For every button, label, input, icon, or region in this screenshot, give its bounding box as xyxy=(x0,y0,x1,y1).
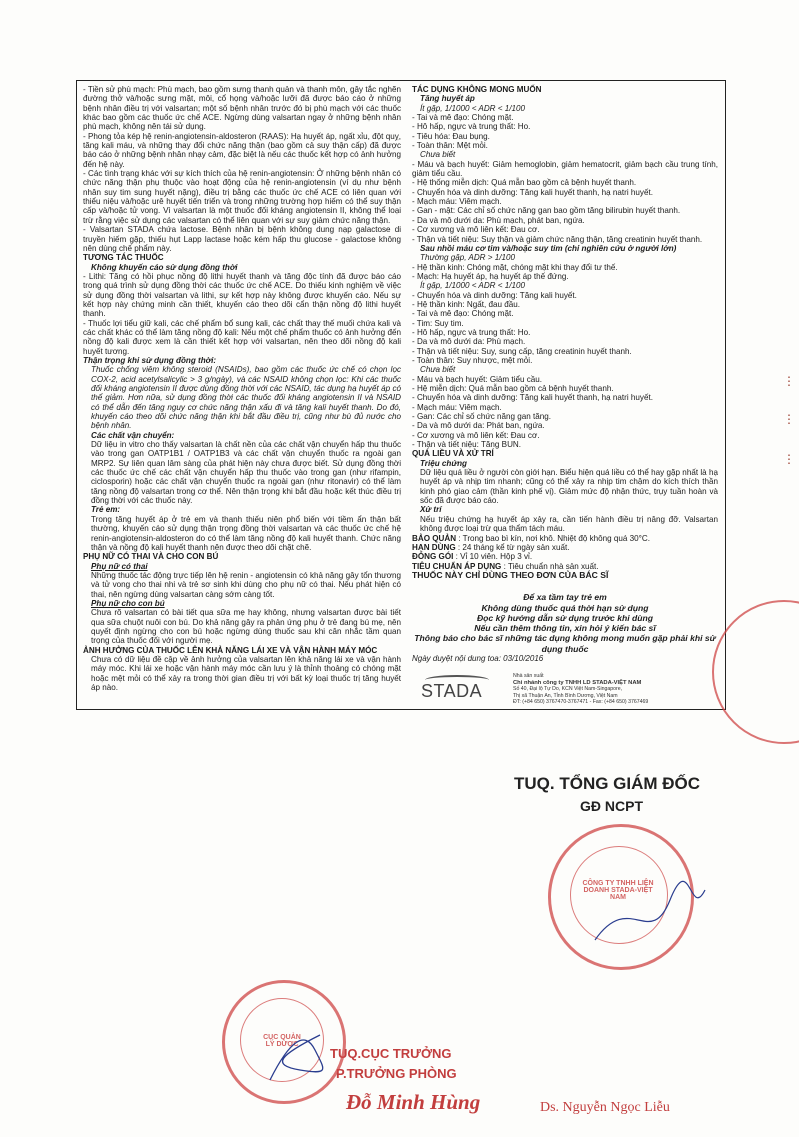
list-item: - Hệ thần kinh: Chóng mặt, chóng mặt khi thay đổi tư thế. xyxy=(412,262,618,272)
company-seal-text: CÔNG TY TNHH LIÊN DOANH STADA-VIỆT NAM xyxy=(582,880,654,901)
signature-mark xyxy=(590,880,710,960)
storage-value: : Vỉ 10 viên. Hộp 3 vỉ. xyxy=(455,552,533,562)
left-column xyxy=(83,85,401,692)
list-item: - Thận và tiết niệu: Tăng BUN. xyxy=(412,440,522,450)
interactions-title: TƯƠNG TÁC THUỐC xyxy=(83,253,164,263)
dept-signer-name: Đỗ Minh Hùng xyxy=(346,1090,481,1114)
pregnant-text: Những thuốc tác động trực tiếp lên hệ renin - angiotensin có khả năng gây tổn thương và tử vong cho thai nhi và trẻ sơ sinh khi dùng cho phụ nữ có thai. Nếu phát hiện có thai, nên ngừng dùng valsartan càng sớm càng tốt. xyxy=(91,570,401,599)
edge-mark: ⋮ xyxy=(783,374,795,388)
nursing-text: Chưa rõ valsartan có bài tiết qua sữa mẹ hay không, nhưng valsartan được bài tiết qua sữa chuột nuôi con bú. Do khả năng gây ra phản ứng phụ ở trẻ đang bú mẹ, nên quyết định ngừng cho con bú hoặc ngừng dùng thuốc sau khi cân nhắc tầm quan trọng của thuốc đối với người mẹ. xyxy=(91,608,401,646)
adr-list xyxy=(412,291,718,366)
manufacturer-name: Chi nhánh công ty TNHH LD STADA-VIỆT NAM xyxy=(513,679,642,686)
list-item: - Thận và tiết niệu: Suy thận và giảm chức năng thận, tăng creatinin huyết thanh. xyxy=(412,234,703,244)
driving-text: Chưa có dữ liệu đề cập về ảnh hưởng của valsartan lên khả năng lái xe và vận hành máy móc. Khi lái xe hoặc vận hành máy móc cần lưu ý là thỉnh thoảng có chóng mặt hoặc mệt mỏi có thể xảy ra trong thời gian điều trị với bất kỳ loại thuốc trị tăng huyết áp nào. xyxy=(91,654,401,692)
warnings-list xyxy=(83,85,401,253)
storage-value: : Tiêu chuẩn nhà sản xuất. xyxy=(503,561,599,571)
list-item: - Da và mô dưới da: Phù mạch, phát ban, ngứa. xyxy=(412,215,585,225)
warning-line: Đọc kỹ hướng dẫn sử dụng trước khi dùng xyxy=(476,612,654,623)
manufacturer-phone: ĐT: (+84 650) 3767470-3767471 - Fax: (+84 650) 3767469 xyxy=(513,699,649,706)
storage-row xyxy=(412,534,718,543)
mi-subtitle: Sau nhồi máu cơ tim và/hoặc suy tim (chỉ nghiên cứu ở người lớn) xyxy=(420,243,677,253)
symptoms-subtitle: Triệu chứng xyxy=(420,458,468,468)
list-item: - Mạch: Hạ huyết áp, hạ huyết áp thế đứng. xyxy=(412,271,569,281)
list-item: - Tiêu hóa: Đau bụng. xyxy=(412,131,490,141)
list-item: - Hô hấp, ngực và trung thất: Ho. xyxy=(412,327,531,337)
list-item: - Chuyển hóa và dinh dưỡng: Tăng kali huyết thanh, hạ natri huyết. xyxy=(412,187,653,197)
warning-line: Không dùng thuốc quá thời hạn sử dụng xyxy=(481,602,649,613)
leaflet-frame xyxy=(76,80,726,710)
storage-value: : Trong bao bì kín, nơi khô. Nhiệt độ không quá 30°C. xyxy=(458,533,651,543)
list-item: - Tiền sử phù mạch: Phù mạch, bao gồm sưng thanh quản và thanh môn, gây tắc nghẽn đường thở và/hoặc sưng mặt, môi, cổ họng và/hoặc lưỡi đã được báo cáo ở những bệnh nhân điều trị với valsartan; một số bệnh nhân trước đó bị phù mạch với các thuốc khác bao gồm các thuốc ức chế ACE. Ngừng dùng valsartan ngay ở những bệnh nhân phù mạch, không nên tái sử dụng. xyxy=(83,85,401,132)
list-item: - Hô hấp, ngực và trung thất: Ho. xyxy=(412,122,531,132)
list-item: - Toàn thân: Suy nhược, mệt mỏi. xyxy=(412,355,533,365)
list-item: - Máu và bạch huyết: Giảm hemoglobin, giảm hematocrit, giảm bạch cầu trung tính, giảm tiểu cầu. xyxy=(412,159,718,179)
list-item: - Mạch máu: Viêm mạch. xyxy=(412,197,502,207)
children-title: Trẻ em: xyxy=(91,505,121,515)
frequency-common: Thường gặp, ADR > 1/100 xyxy=(420,253,515,263)
director-name: Ds. Nguyễn Ngọc Liễu xyxy=(540,1100,670,1115)
dept-subtitle: P.TRƯỞNG PHÒNG xyxy=(336,1066,457,1081)
list-item: - Cơ xương và mô liên kết: Đau cơ. xyxy=(412,430,540,440)
driving-title: ẢNH HƯỞNG CỦA THUỐC LÊN KHẢ NĂNG LÁI XE VÀ VẬN HÀNH MÁY MÓC xyxy=(83,645,378,655)
caution-title: Thận trọng khi sử dụng đồng thời: xyxy=(83,355,217,365)
list-item: - Cơ xương và mô liên kết: Đau cơ. xyxy=(412,225,540,235)
pregnancy-title: PHỤ NỮ CÓ THAI VÀ CHO CON BÚ xyxy=(83,552,219,562)
nsaid-text: Thuốc chống viêm không steroid (NSAIDs), bao gồm các thuốc ức chế có chọn lọc COX-2, acid acetylsalicylic > 3 g/ngày), và các NSAID không chọn lọc: Khi các thuốc đối kháng angiotensin II được dùng đồng thời với các NSAID, tác dụng hạ huyết áp có thể giảm. Hơn nữa, sử dụng đồng thời các thuốc đối kháng angiotensin II và NSAID có thể dẫn đến tăng nguy cơ chức năng thận xấu đi và tăng kali huyết thanh. Do đó, khuyến cáo theo dõi chức năng thận khi bắt đầu điều trị, cũng như bù đủ nước cho bệnh nhân. xyxy=(91,365,401,431)
list-item: - Valsartan STADA chứa lactose. Bệnh nhân bị bệnh không dung nạp galactose di truyền hiếm gặp, thiếu hụt Lapp lactase hoặc kém hấp thu glucose - galactose không nên dùng chế phẩm này. xyxy=(83,225,401,253)
list-item: - Tai và mê đạo: Chóng mặt. xyxy=(412,309,514,319)
list-item: - Chuyển hóa và dinh dưỡng: Tăng kali huyết thanh, hạ natri huyết. xyxy=(412,393,653,403)
ministry-seal-text: CỤC QUẢN LÝ DƯỢC xyxy=(263,1034,301,1048)
nursing-subtitle: Phụ nữ cho con bú xyxy=(91,598,165,608)
safety-warnings xyxy=(412,592,718,654)
interactions-subtitle: Không khuyến cáo sử dụng đồng thời xyxy=(91,262,238,272)
list-item: - Tim: Suy tim. xyxy=(412,318,464,328)
adr-list xyxy=(412,113,718,150)
storage-label: HẠN DÙNG xyxy=(412,542,458,552)
manufacturer-address: Số 40, Đại lộ Tự Do, KCN Việt Nam-Singapore, xyxy=(513,686,623,693)
list-item: - Thuốc lợi tiểu giữ kali, các chế phẩm bổ sung kali, các chất thay thế muối chứa kali và các chất khác có thể làm tăng nồng độ kali: Nếu một chế phẩm thuốc có ảnh hưởng đến nồng độ kali được xem là cần thiết kết hợp với valsartan, nên theo dõi nồng độ kali huyết tương. xyxy=(83,318,401,356)
director-subtitle: GĐ NCPT xyxy=(580,798,643,814)
list-item: - Mạch máu: Viêm mạch. xyxy=(412,402,502,412)
list-item: - Hệ thống miễn dịch: Quá mẫn bao gồm cả bệnh huyết thanh. xyxy=(412,178,637,188)
dept-title: TUQ.CỤC TRƯỞNG xyxy=(330,1046,452,1061)
list-item: - Hệ thần kinh: Ngất, đau đầu. xyxy=(412,299,520,309)
prescription-note: THUỐC NÀY CHỈ DÙNG THEO ĐƠN CỦA BÁC SĨ xyxy=(412,569,609,580)
list-item: - Hệ miễn dịch: Quá mẫn bao gồm cả bệnh huyết thanh. xyxy=(412,384,614,393)
list-item: - Phong tỏa kép hệ renin-angiotensin-aldosteron (RAAS): Hạ huyết áp, ngất xỉu, đột quỵ, tăng kali máu, và những thay đổi chức năng thận (bao gồm cả suy thận cấp) đã được báo cáo ở những bệnh nhân nhạy cảm, đặc biệt là nếu các thuốc kết hợp có ảnh hưởng đến hệ này. xyxy=(83,131,401,169)
treatment-text: Nếu triệu chứng hạ huyết áp xảy ra, cần tiến hành điều trị nâng đỡ. Valsartan không được loại trừ qua thẩm tách máu. xyxy=(420,514,718,534)
warning-line: Thông báo cho bác sĩ những tác dụng không mong muốn gặp phải khi sử dụng thuốc xyxy=(414,633,716,654)
list-item: - Toàn thân: Mệt mỏi. xyxy=(412,141,488,151)
transporter-title: Các chất vận chuyển: xyxy=(91,430,175,440)
storage-row xyxy=(412,543,718,552)
warning-line: Nếu cần thêm thông tin, xin hỏi ý kiến bác sĩ xyxy=(474,623,656,634)
adr-list xyxy=(412,263,718,282)
frequency-rare: Ít gặp, 1/1000 < ADR < 1/100 xyxy=(420,103,525,113)
manufacturer-label: Nhà sản xuất xyxy=(513,673,544,679)
frequency-unknown: Chưa biết xyxy=(420,150,456,160)
storage-label: TIÊU CHUẨN ÁP DỤNG xyxy=(412,561,504,571)
frequency-rare: Ít gặp, 1/1000 < ADR < 1/100 xyxy=(420,281,525,291)
adr-list xyxy=(412,375,718,450)
overdose-title: QUÁ LIỀU VÀ XỬ TRÍ xyxy=(412,449,494,459)
interactions-list xyxy=(83,272,401,356)
list-item: - Thận và tiết niệu: Suy, sung cấp, tăng creatinin huyết thanh. xyxy=(412,346,632,356)
list-item: - Tai và mê đạo: Chóng mặt. xyxy=(412,113,514,123)
list-item: - Da và mô dưới da: Phát ban, ngứa. xyxy=(412,421,545,431)
transporter-text: Dữ liệu in vitro cho thấy valsartan là chất nền của các chất vận chuyển hấp thu thuốc vào trong gan OATP1B1 / OATP1B3 và các chất vận chuyển thuốc ra ngoài gan MRP2. Sự liên quan lâm sàng của phát hiện này chưa được biết. Sử dụng đồng thời các thuốc ức chế các chất vận chuyển hấp thu thuốc vào trong gan (như rifampin, ciclosporin) hoặc các chất vận chuyển thuốc ra ngoài gan (như ritonavir) có thể làm tăng nồng độ valsartan trong cơ thể. Nên thận trọng khi bắt đầu hoặc kết thúc điều trị đồng thời với các thuốc này. xyxy=(91,440,401,506)
adr-title: TÁC DỤNG KHÔNG MONG MUỐN xyxy=(412,85,542,94)
director-title: TUQ. TỔNG GIÁM ĐỐC xyxy=(514,774,701,793)
storage-info xyxy=(412,534,718,571)
signature-mark xyxy=(260,1020,340,1090)
storage-row xyxy=(412,552,718,561)
review-date: Ngày duyệt nội dung toa: 03/10/2016 xyxy=(412,654,544,663)
list-item: - Gan - mật: Các chỉ số chức năng gan bao gồm tăng bilirubin huyết thanh. xyxy=(412,206,681,216)
list-item: - Các tình trạng khác với sự kích thích của hệ renin-angiotensin: Ở những bệnh nhân có chức năng thận phụ thuộc vào hoạt động của hệ renin-angiotensin (ví dụ như bệnh nhân suy tim sung huyết nặng), điều trị bằng các thuốc ức chế ACE có liên quan với thiểu niệu và/hoặc urê huyết tiến triển và trong những trường hợp hiếm có thể suy thận cấp và/hoặc tử vong. Vì valsartan là một thuốc đối kháng angiotensin II, không thể loại trừ rằng việc sử dụng các valsartan có thể liên quan với sự suy giảm chức năng thận. xyxy=(83,169,401,225)
list-item: - Máu và bạch huyết: Giảm tiểu cầu. xyxy=(412,374,543,384)
storage-label: ĐÓNG GÓI xyxy=(412,552,456,562)
storage-label: BẢO QUẢN xyxy=(412,533,459,543)
adr-list xyxy=(412,160,718,244)
treatment-subtitle: Xử trí xyxy=(420,505,442,515)
hypertension-subtitle: Tăng huyết áp xyxy=(420,94,475,104)
list-item: - Lithi: Tăng có hồi phục nồng độ lithi huyết thanh và tăng độc tính đã được báo cáo trong quá trình sử dụng đồng thời các thuốc ức chế ACE. Do thiếu kinh nghiệm về việc sử dụng đồng thời valsartan và lithi, sự kết hợp này không được khuyến cáo. Nếu sự kết hợp này chứng minh cần thiết, khuyến cáo theo dõi cẩn thận nồng độ lithi huyết thanh. xyxy=(83,271,401,319)
manufacturer-address: Thị xã Thuận An, Tỉnh Bình Dương, Việt Nam xyxy=(513,692,618,699)
list-item: - Gan: Các chỉ số chức năng gan tăng. xyxy=(412,412,552,422)
list-item: - Chuyển hóa và dinh dưỡng: Tăng kali huyết. xyxy=(412,290,577,300)
right-column xyxy=(412,85,718,663)
storage-value: : 24 tháng kể từ ngày sản xuất. xyxy=(457,542,570,552)
manufacturer-block xyxy=(421,673,721,707)
warning-line: Để xa tầm tay trẻ em xyxy=(523,592,607,603)
list-item: - Da và mô dưới da: Phù mạch. xyxy=(412,337,526,347)
edge-mark: ⋮ xyxy=(783,452,795,466)
manufacturer-text xyxy=(513,673,648,706)
frequency-unknown: Chưa biết xyxy=(420,365,456,375)
edge-mark: ⋮ xyxy=(783,412,795,426)
pregnant-subtitle: Phụ nữ có thai xyxy=(91,561,148,571)
stada-logo: STADA xyxy=(421,681,483,701)
children-text: Trong tăng huyết áp ở trẻ em và thanh thiếu niên phổ biến với tiềm ẩn thận bất thường, khuyến cáo sử dụng thận trọng đồng thời valsartan và các thuốc ức chế hệ renin-angiotensin-aldosteron do có thể làm tăng nồng độ kali huyết thanh. Chức năng thận và nồng độ kali huyết thanh nên được theo dõi chặt chẽ. xyxy=(91,514,401,552)
symptoms-text: Dữ liệu quá liều ở người còn giới hạn. Biểu hiện quá liều có thể hay gặp nhất là hạ huyết áp và nhịp tim nhanh; cũng có thể xảy ra nhịp tim chậm do kích thích thần kinh phó giao cảm (thần kinh phế vị). Giảm mức độ nhận thức, trụy tuần hoàn và sốc đã được báo cáo. xyxy=(420,468,718,506)
